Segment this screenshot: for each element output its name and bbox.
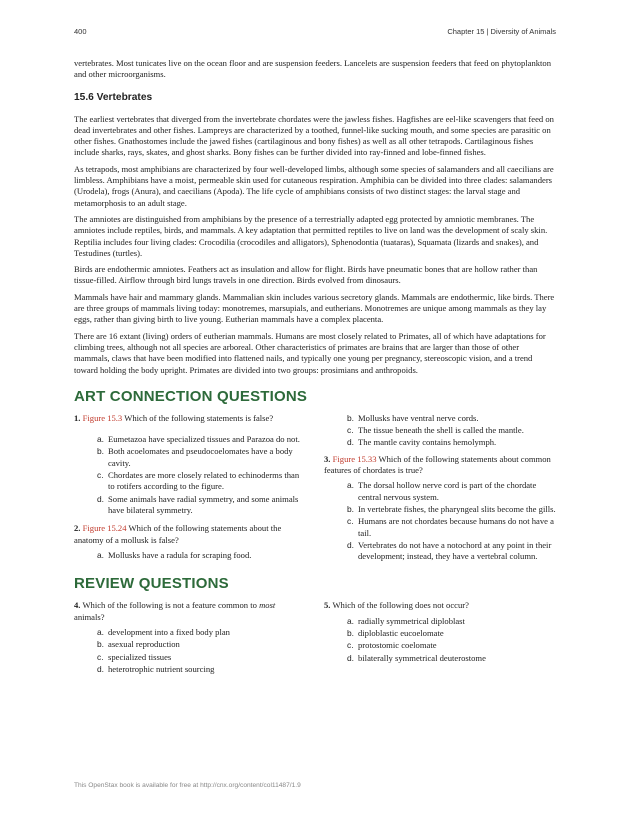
art-left-column [74, 413, 306, 564]
option-text: The dorsal hollow nerve cord is part of the chordate central nervous system. [358, 480, 537, 502]
question-2-options-part2 [324, 413, 556, 449]
question-4 [74, 600, 306, 623]
question-text: Which of the following is not a feature common to [80, 600, 260, 611]
review-right-column [324, 600, 556, 676]
question-text: Which of the following statements about the anatomy of a mollusk is false? [74, 523, 282, 545]
option-text: Mollusks have ventral nerve cords. [358, 412, 479, 423]
review-heading: REVIEW QUESTIONS [74, 575, 229, 593]
option-letter: d. [347, 437, 354, 448]
option-letter: b. [347, 412, 354, 423]
footer-note: This OpenStax book is available for free at http://cnx.org/content/col11487/1.9 [74, 782, 301, 789]
option-a [74, 627, 306, 638]
option-letter: a. [347, 615, 354, 626]
option-text: The tissue beneath the shell is called the mantle. [358, 425, 524, 436]
review-columns [74, 600, 556, 676]
option-text: diploblastic eucoelomate [358, 627, 444, 638]
question-1 [74, 413, 306, 424]
intro-paragraph: vertebrates. Most tunicates live on the ocean floor and are suspension feeders. Lancelets are suspension feeders that feed on phytoplankton and other microorganisms. [74, 58, 552, 80]
option-c [324, 516, 556, 539]
option-text: heterotrophic nutrient sourcing [108, 663, 215, 674]
art-connection-heading: ART CONNECTION QUESTIONS [74, 387, 308, 405]
option-letter: a. [97, 549, 104, 560]
option-b [324, 504, 556, 515]
page-content [74, 58, 556, 676]
option-d [324, 437, 556, 448]
paragraph-birds: Birds are endothermic amniotes. Feathers act as insulation and allow for flight. Birds have pneumatic bones that are hollow rather than tissue-filled. Airflow through bird lungs travels in one direction. Birds evolved from dinosaurs. [74, 264, 538, 286]
art-connection-columns [74, 413, 556, 564]
option-a [324, 480, 556, 503]
option-text: Some animals have radial symmetry, and some animals have bilateral symmetry. [108, 493, 299, 515]
paragraph-amphibians: As tetrapods, most amphibians are characterized by four well-developed limbs, although some species of salamanders and all caecilians are limbless. Amphibians have a moist, permeable skin used for cutaneous respiration. Amphibia can be divided into three clades: salamanders (Urodela), frogs (Anura), and caecilians (Apoda). The life cycle of amphibians consists of two distinct stages: the larval stage and metamorphosis to an adult stage. [74, 163, 554, 208]
option-c [324, 425, 556, 436]
option-b [324, 628, 556, 639]
page-number: 400 [74, 27, 87, 36]
option-letter: c. [347, 425, 354, 436]
option-text: Eumetazoa have specialized tissues and Parazoa do not. [108, 434, 300, 445]
option-text: The mantle cavity contains hemolymph. [358, 437, 497, 448]
option-text: Humans are not chordates because humans do not have a tail. [358, 516, 554, 538]
option-letter: d. [347, 652, 354, 663]
option-letter: b. [347, 627, 354, 638]
option-d [74, 494, 306, 517]
option-letter: d. [97, 493, 104, 504]
question-number: 5. [324, 600, 331, 611]
option-text: asexual reproduction [108, 639, 180, 650]
option-letter: d. [97, 663, 104, 674]
option-d [74, 664, 306, 675]
option-letter: a. [97, 626, 104, 637]
option-d [324, 653, 556, 664]
option-letter: b. [97, 639, 104, 650]
question-number: 2. [74, 523, 81, 534]
question-text: Which of the following does not occur? [330, 600, 469, 611]
option-text: Mollusks have a radula for scraping food. [108, 549, 252, 560]
question-2 [74, 523, 306, 546]
option-letter: b. [97, 446, 104, 457]
option-letter: d. [347, 539, 354, 550]
question-text: Which of the following statements is false? [122, 412, 274, 423]
chapter-title: Chapter 15 | Diversity of Animals [447, 27, 556, 36]
option-letter: c. [97, 651, 104, 662]
question-5 [324, 600, 556, 611]
question-4-options [74, 627, 306, 675]
option-text: protostomic coelomate [358, 640, 437, 651]
question-1-options [74, 434, 306, 516]
figure-link[interactable]: Figure 15.24 [82, 523, 127, 534]
option-d [324, 540, 556, 563]
option-text: radially symmetrical diploblast [358, 615, 465, 626]
option-letter: a. [97, 434, 104, 445]
question-number: 1. [74, 412, 81, 423]
option-text: development into a fixed body plan [108, 626, 230, 637]
figure-link[interactable]: Figure 15.33 [332, 453, 377, 464]
option-letter: b. [347, 503, 354, 514]
option-text: bilaterally symmetrical deuterostome [358, 652, 486, 663]
option-letter: c. [347, 516, 354, 527]
option-b [74, 639, 306, 650]
paragraph-primates: There are 16 extant (living) orders of eutherian mammals. Humans are most closely related to Primates, all of which have adaptations for climbing trees, although not all species are arboreal. Other characteristics of primates are brains that are larger than those of other mammals, claws that have been modified into flattened nails, and typically one young per pregnancy, stereoscopic vision, and a trend toward holding the body upright. Primates are divided into two groups: prosimians and anthropoids. [74, 330, 546, 375]
question-text-end: animals? [74, 611, 105, 622]
option-text: In vertebrate fishes, the pharyngeal slits become the gills. [358, 503, 556, 514]
option-text: specialized tissues [108, 651, 172, 662]
option-letter: a. [347, 480, 354, 491]
option-text: Both acoelomates and pseudocoelomates have a body cavity. [108, 446, 293, 468]
paragraph-amniotes: The amniotes are distinguished from amphibians by the presence of a terrestrially adapted egg protected by amniotic membranes. The amniotes include reptiles, birds, and mammals. A key adaptation that permitted reptiles to live on land was the development of scaly skin. Reptilia includes four living clades: Crocodilia (crocodiles and alligators), Sphenodontia (tuataras), Squamata (lizards and snakes), and Testudines (turtles). [74, 213, 548, 258]
option-letter: c. [97, 470, 104, 481]
question-emphasis: most [259, 600, 276, 611]
option-text: Chordates are more closely related to echinoderms than to rotifers according to the figure. [108, 470, 300, 492]
option-letter: c. [347, 640, 354, 651]
question-number: 4. [74, 600, 81, 611]
option-b [324, 413, 556, 424]
paragraph-fishes: The earliest vertebrates that diverged from the invertebrate chordates were the jawless fishes. Hagfishes are eel-like scavengers that feed on dead invertebrates and other fishes. Lampreys are characterized by a toothed, funnel-like sucking mouth, and some species are parasitic on other fishes. Gnathostomes include the jawed fishes (cartilaginous and bony fishes) as well as all other tetrapods. Cartilaginous fishes include sharks, rays, skates, and ghost sharks. Bony fishes can be further divided into ray-finned and lobe-finned fishes. [74, 113, 554, 158]
question-number: 3. [324, 453, 331, 464]
option-c [324, 640, 556, 651]
question-text: Which of the following statements about common features of chordates is true? [324, 453, 551, 476]
option-b [74, 446, 306, 469]
question-5-options [324, 616, 556, 664]
question-3 [324, 454, 556, 477]
option-a [324, 616, 556, 627]
figure-link[interactable]: Figure 15.3 [82, 412, 123, 423]
option-a [74, 550, 306, 561]
option-c [74, 652, 306, 663]
art-right-column [324, 413, 556, 564]
question-3-options [324, 480, 556, 562]
option-c [74, 470, 306, 493]
paragraph-mammals: Mammals have hair and mammary glands. Mammalian skin includes various secretory glands. Mammals are endothermic, like birds. There are three groups of mammals living today: monotremes, marsupials, and eutherians. Monotremes are unique among mammals as they lay eggs, rather than giving birth to live young. Eutherian mammals have a complex placenta. [74, 291, 555, 325]
question-2-options-part1 [74, 550, 306, 561]
review-left-column [74, 600, 306, 676]
section-title: 15.6 Vertebrates [74, 91, 153, 103]
option-text: Vertebrates do not have a notochord at any point in their development; instead, they have a vertebral column. [358, 539, 552, 562]
option-a [74, 434, 306, 445]
